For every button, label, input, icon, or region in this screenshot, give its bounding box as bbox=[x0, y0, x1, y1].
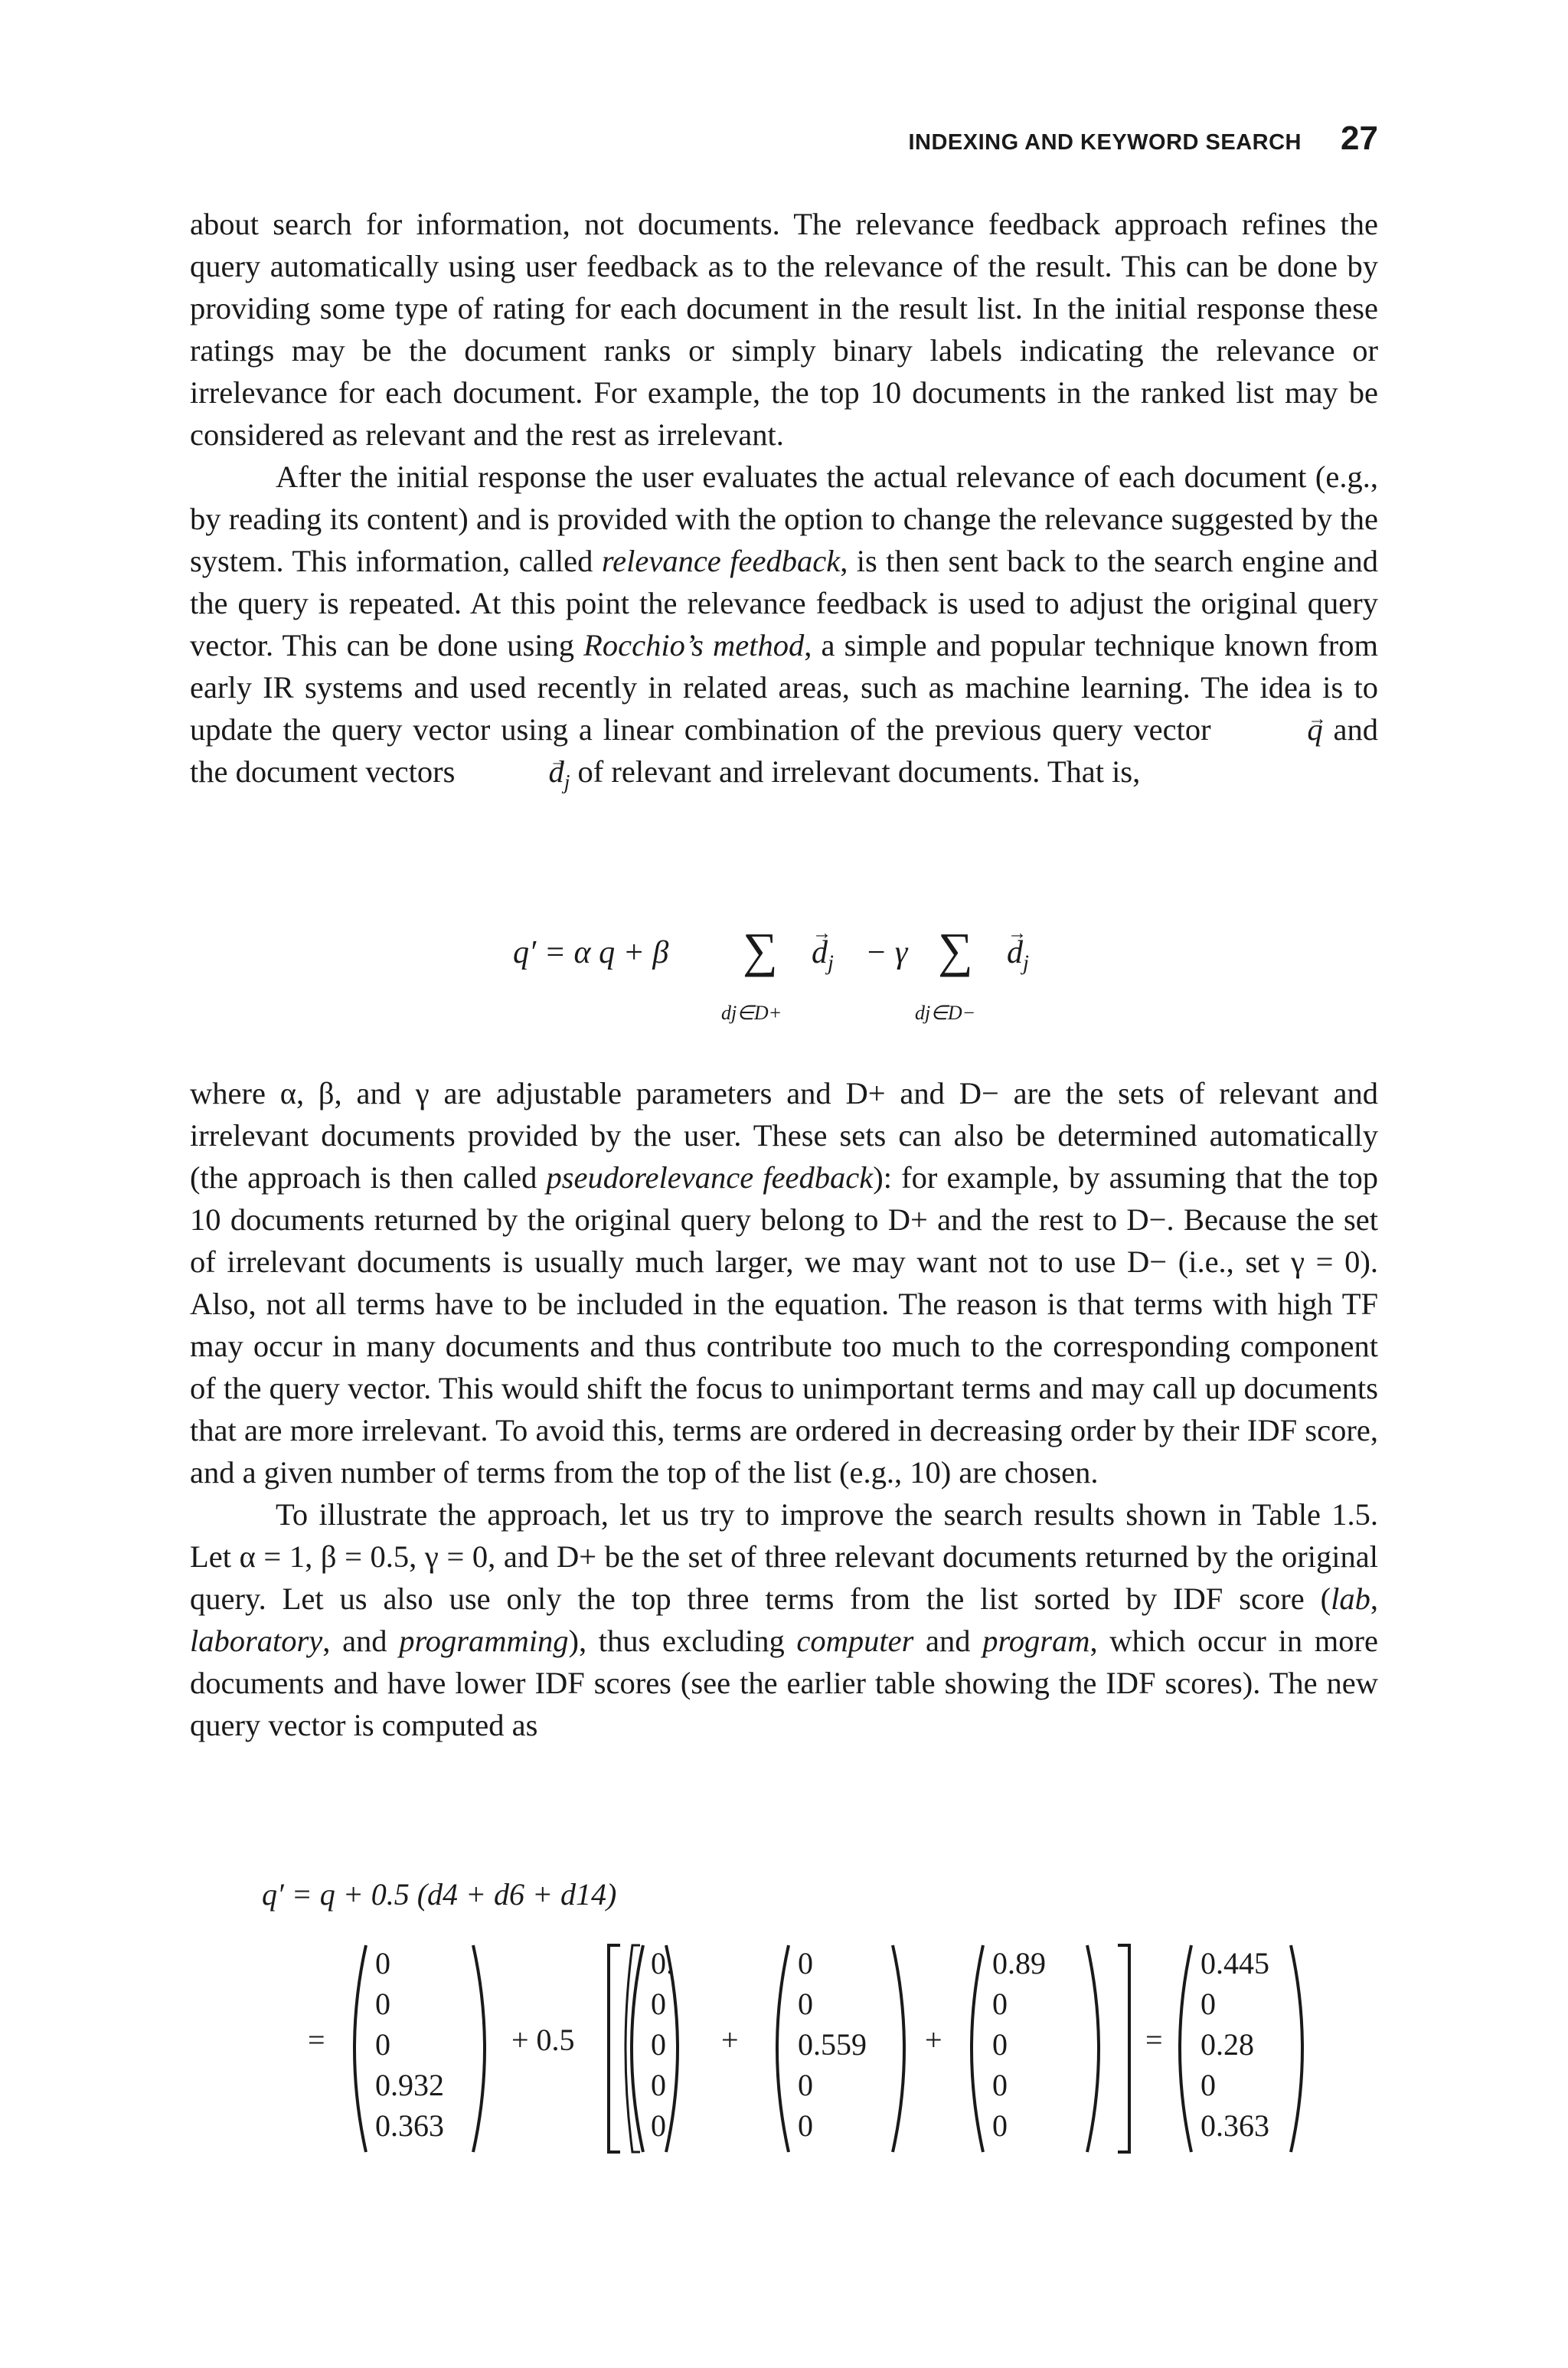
vector-entry: 0.363 bbox=[1200, 2108, 1269, 2143]
paragraph-parameters bbox=[190, 1072, 1378, 1493]
vector-entry: 0.445 bbox=[1200, 1946, 1269, 1980]
text-run: , which occur in more documents and have lower IDF scores (see the earlier table showing the IDF scores). The new query vector is computed as bbox=[190, 1624, 1378, 1742]
equals-sign: = bbox=[1145, 2023, 1163, 2057]
vector-entry: 0 bbox=[651, 2027, 666, 2062]
term: programming bbox=[399, 1624, 569, 1658]
term-relevance-feedback: relevance feedback bbox=[601, 544, 841, 578]
vector-entry: 0 bbox=[992, 2068, 1008, 2102]
text-run: , and bbox=[322, 1624, 400, 1658]
computation-first-line: q′ = q + 0.5 (d4 + d6 + d14) bbox=[262, 1877, 617, 1912]
sum-symbol: ∑ bbox=[743, 923, 778, 977]
vector-q bbox=[375, 1943, 444, 2146]
vector-entry: 0.932 bbox=[375, 2068, 444, 2102]
vector-entry: 0.89 bbox=[992, 1946, 1046, 1980]
vector-d6 bbox=[798, 1943, 867, 2146]
vector-entry: 0 bbox=[375, 1987, 390, 2021]
text-run: ), thus excluding bbox=[568, 1624, 797, 1658]
page-header bbox=[190, 115, 1378, 168]
term-rocchio-method: Rocchio’s method bbox=[583, 628, 805, 662]
formula-lhs: q′ = α q + β bbox=[513, 935, 669, 970]
vector-d4 bbox=[651, 1943, 674, 2146]
vector-entry: 0 bbox=[651, 2068, 666, 2102]
text-run: ): for example, by assuming that the top 10 documents returned by the original query belong to D+ and the rest to D−. Because the set of irrelevant documents is usually much larger, we may want not to use D− (i.e., set γ = 0). Also, not all terms have to be included in the equation. The reason is that terms with high TF may occur in many documents and thus contribute too much to the corresponding component of the query vector. This would shift the focus to unimportant terms and may call up documents that are more irrelevant. To avoid this, terms are ordered in decreasing order by their IDF score, and a given number of terms from the top of the list (e.g., 10) are chosen. bbox=[190, 1160, 1378, 1490]
vector-entry: 0.28 bbox=[1200, 2027, 1254, 2062]
text-run: where α, β, and γ are adjustable parameters and D+ and D− are the sets of relevant and irrelevant documents provided by the user. These sets can also be determined automatically (the approach is then called bbox=[190, 1076, 1378, 1195]
equals-sign: = bbox=[308, 2023, 325, 2057]
running-head: INDEXING AND KEYWORD SEARCH bbox=[908, 130, 1302, 155]
rocchio-formula bbox=[513, 919, 1095, 1026]
vector-entry: 0 bbox=[992, 1987, 1008, 2021]
term: lab bbox=[1331, 1581, 1370, 1616]
vector-entry: 0 bbox=[798, 1946, 813, 1980]
sum2-subscript: dj∈D− bbox=[915, 1002, 976, 1024]
vector-entry: 0.363 bbox=[375, 2108, 444, 2143]
query-vector-symbol: → q bbox=[1221, 708, 1322, 751]
body-text-top bbox=[190, 203, 1378, 793]
text-run: of relevant and irrelevant documents. That is, bbox=[570, 754, 1141, 789]
paragraph-rocchio: After the initial response the user evaluates the actual relevance of each document (e.g., by reading its content) and is provided with the option to change the relevance suggested by the system. This information, called relevance feedback, is then sent back to the search engine and the query is repeated. At this point the relevance feedback is used to adjust the original query vector. This can be done using Rocchio’s method, a simple and popular technique known from early IR systems and used recently in related areas, such as machine learning. The idea is to update the query vector using a linear combination of the previous query vector → q and the document vectors → $d_j$ of relevant and irrelevant documents. That is, bbox=[190, 456, 1378, 793]
vector-d14 bbox=[992, 1943, 1046, 2146]
term-pseudorelevance-feedback: pseudorelevance feedback bbox=[546, 1160, 874, 1195]
text-run: and bbox=[913, 1624, 983, 1658]
vector-entry: 0 bbox=[798, 2068, 813, 2102]
text-run: , is then sent back to the search engine and the query is repeated. At this point the relevance feedback is used to adjust the original query vector. This can be done using bbox=[190, 544, 1378, 662]
vector-entry: 0 bbox=[992, 2108, 1008, 2143]
sum1-term: → $d_j$ bbox=[812, 934, 834, 971]
text-run: , a simple and popular technique known from early IR systems and used recently in related areas, such as machine learning. The idea is to update the query vector using a linear combination of the previous query vector bbox=[190, 628, 1378, 747]
vector-entry: 0 bbox=[1200, 2068, 1216, 2102]
text-run: and the document vectors bbox=[190, 712, 1379, 789]
plus-half: + 0.5 bbox=[511, 2023, 575, 2057]
minus-gamma: − γ bbox=[865, 935, 908, 970]
vector-entry: 0 bbox=[651, 1987, 666, 2021]
vector-entry: 0 bbox=[375, 2027, 390, 2062]
sum1-subscript: dj∈D+ bbox=[721, 1002, 782, 1024]
text-run: To illustrate the approach, let us try to improve the search results shown in Table 1.5. Let α = 1, β = 0.5, γ = 0, and D+ be the set of three relevant documents returned by the original query. Let us also use only the top three terms from the list sorted by IDF score ( bbox=[190, 1497, 1378, 1616]
vector-result bbox=[1200, 1943, 1269, 2146]
vector-entry: 0. bbox=[651, 1946, 674, 1980]
paragraph-intro bbox=[190, 203, 1378, 456]
vector-entry: 0 bbox=[1200, 1987, 1216, 2021]
plus-sign: + bbox=[721, 2023, 739, 2057]
term: computer bbox=[796, 1624, 914, 1658]
page-number: 27 bbox=[1341, 119, 1378, 157]
plus-sign: + bbox=[925, 2023, 942, 2057]
body-text-bottom bbox=[190, 1072, 1378, 1746]
vector-entry: 0 bbox=[375, 1946, 390, 1980]
paragraph-illustration bbox=[190, 1493, 1378, 1746]
vector-entry: 0 bbox=[798, 1987, 813, 2021]
query-update-computation bbox=[253, 1869, 1363, 2175]
vector-entry: 0 bbox=[798, 2108, 813, 2143]
term: laboratory bbox=[190, 1624, 323, 1658]
vector-entry: 0 bbox=[992, 2027, 1008, 2062]
vector-entry: 0 bbox=[651, 2108, 666, 2143]
sum2-term: → $d_j$ bbox=[1007, 934, 1029, 971]
text-run: , bbox=[1370, 1581, 1378, 1616]
text-run: After the initial response the user evaluates the actual relevance of each document (e.g., by reading its content) and is provided with the option to change the relevance suggested by the system. This information, called bbox=[190, 460, 1378, 578]
paragraph-intro-text: about search for information, not documents. The relevance feedback approach refines the query automatically using user feedback as to the relevance of the result. This can be done by providing some type of rating for each document in the result list. In the initial response these ratings may be the document ranks or simply binary labels indicating the relevance or irrelevance for each document. For example, the top 10 documents in the ranked list may be considered as relevant and the rest as irrelevant. bbox=[190, 207, 1378, 452]
document-vector-symbol: → d bbox=[463, 751, 564, 793]
term: program bbox=[982, 1624, 1090, 1658]
sum-symbol: ∑ bbox=[938, 923, 973, 977]
vector-entry: 0.559 bbox=[798, 2027, 867, 2062]
